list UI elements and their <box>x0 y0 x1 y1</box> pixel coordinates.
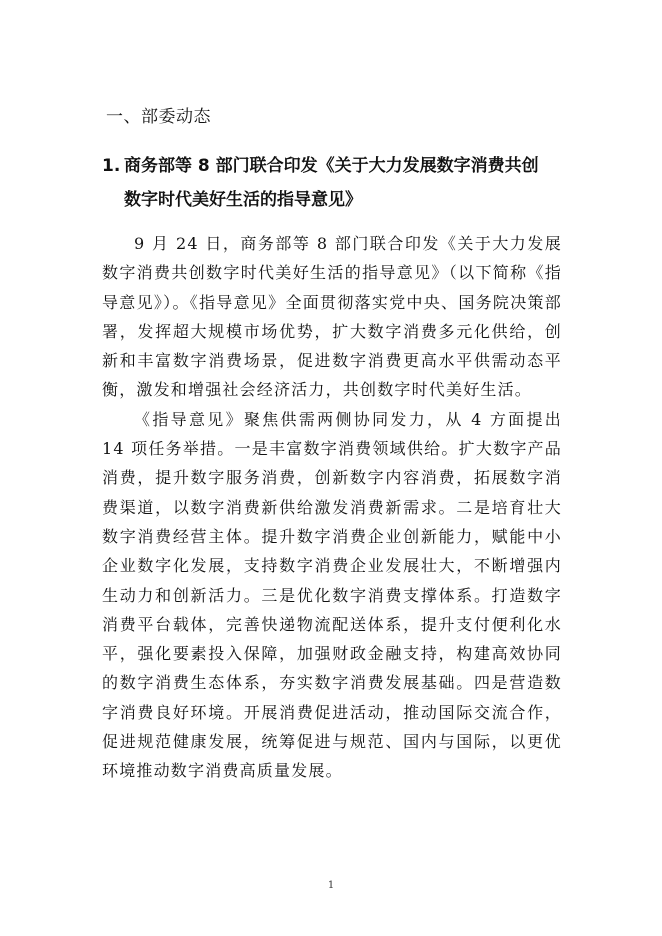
paragraph: 《指导意见》聚焦供需两侧协同发力，从 4 方面提出 14 项任务举措。一是丰富数字消费领域供给。扩大数字产品消费，提升数字服务消费，创新数字内容消费，拓展数字消费渠道，以数字消费新供给激发消费新需求。二是培育壮大数字消费经营主体。提升数字消费企业创新能力，赋能中小企业数字化发展，支持数字消费企业发展壮大，不断增强内生动力和创新活力。三是优化数字消费支撑体系。打造数字消费平台载体，完善快递物流配送体系，提升支付便利化水平，强化要素投入保障，加强财政金融支持，构建高效协同的数字消费生态体系，夯实数字消费发展基础。四是营造数字消费良好环境。开展消费促进活动，推动国际交流合作，促进规范健康发展，统筹促进与规范、国内与国际，以更优环境推动数字消费高质量发展。 <box>102 409 562 781</box>
paragraph: 9 月 24 日，商务部等 8 部门联合印发《关于大力发展数字消费共创数字时代美好生活的指导意见》（以下简称《指导意见》）。《指导意见》全面贯彻落实党中央、国务院决策部署，发挥超大规模市场优势，扩大数字消费多元化供给，创新和丰富数字消费场景，促进数字消费更高水平供需动态平衡，激发和增强社会经济活力，共创数字时代美好生活。 <box>102 234 562 400</box>
article-title-line-1: 商务部等 8 部门联合印发《关于大力发展数字消费共创 <box>124 156 539 176</box>
article-body <box>102 229 562 786</box>
article-title <box>102 149 572 217</box>
section-heading: 一、部委动态 <box>106 107 211 127</box>
article-number: 1. <box>102 156 121 176</box>
article-title-line-2: 数字时代美好生活的指导意见》 <box>124 190 362 210</box>
page-number: 1 <box>327 880 335 891</box>
